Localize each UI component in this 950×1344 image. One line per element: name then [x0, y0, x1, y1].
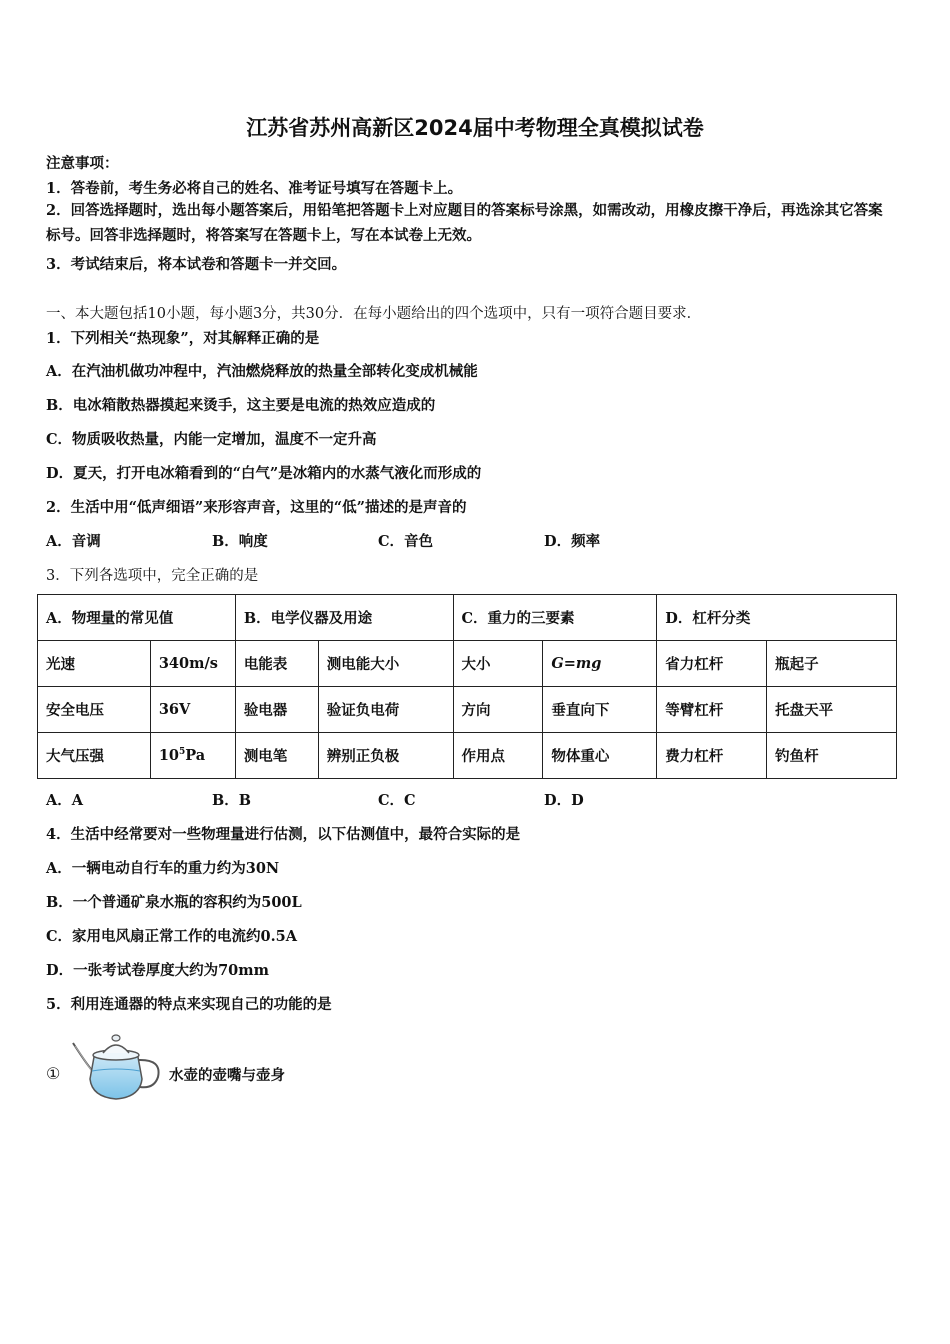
q1-option-b: B．电冰箱散热器摸起来烫手，这主要是电流的热效应造成的 — [46, 397, 436, 414]
table-cell: 物体重心 — [543, 733, 657, 779]
q3-options — [46, 789, 710, 810]
q5-item1-text: 水壶的壶嘴与壶身 — [169, 1067, 285, 1084]
q2-option-a: A．音调 — [46, 533, 101, 550]
q3-option-d: D．D — [544, 792, 584, 809]
q5-item1-marker: ① — [46, 1064, 61, 1083]
q5-stem: 5．利用连通器的特点来实现自己的功能的是 — [46, 996, 332, 1013]
notice-item-2: 2．回答选择题时，选出每小题答案后，用铅笔把答题卡上对应题目的答案标号涂黑，如需改动，用橡皮擦干净后，再选涂其它答案标号。回答非选择题时，将答案写在答题卡上，写在本试卷上无效。 — [46, 202, 883, 244]
table-header-d: D．杠杆分类 — [657, 595, 897, 641]
table-cell: 省力杠杆 — [657, 641, 767, 687]
table-cell: 验电器 — [235, 687, 318, 733]
table-cell: 340m/s — [150, 641, 235, 687]
q4-option-d: D．一张考试卷厚度大约为70mm — [46, 962, 269, 979]
table-cell: 测电笔 — [235, 733, 318, 779]
notice-item-1: 1．答卷前，考生务必将自己的姓名、准考证号填写在答题卡上。 — [46, 180, 463, 197]
q1-stem: 1．下列相关“热现象”，对其解释正确的是 — [46, 330, 320, 347]
table-cell: 钓鱼杆 — [767, 733, 897, 779]
table-row — [38, 641, 897, 687]
notice-item-3: 3．考试结束后，将本试卷和答题卡一并交回。 — [46, 256, 347, 273]
teapot-icon — [70, 1027, 162, 1102]
table-cell: 作用点 — [453, 733, 543, 779]
q1-option-c: C．物质吸收热量，内能一定增加，温度不一定升高 — [46, 431, 377, 448]
q3-stem: 3．下列各选项中，完全正确的是 — [46, 568, 259, 584]
pressure-exponent: 5 — [179, 747, 186, 758]
q1-option-a: A．在汽油机做功冲程中，汽油燃烧释放的热量全部转化变成机械能 — [46, 363, 478, 380]
table-cell: 垂直向下 — [543, 687, 657, 733]
table-cell-pressure — [150, 733, 235, 779]
q4-stem: 4．生活中经常要对一些物理量进行估测，以下估测值中，最符合实际的是 — [46, 826, 521, 843]
section-heading: 一、本大题包括10小题，每小题3分，共30分．在每小题给出的四个选项中，只有一项符合题目要求． — [46, 306, 702, 322]
notice-heading: 注意事项： — [46, 155, 119, 172]
q2-option-d: D．频率 — [544, 533, 601, 550]
q4-option-c: C．家用电风扇正常工作的电流约0.5A — [46, 928, 298, 945]
table-header-b: B．电学仪器及用途 — [235, 595, 453, 641]
table-header-row — [38, 595, 897, 641]
q2-options — [46, 530, 710, 551]
q4-option-a: A．一辆电动自行车的重力约为30N — [46, 860, 280, 877]
table-cell: 瓶起子 — [767, 641, 897, 687]
table-cell: 光速 — [38, 641, 151, 687]
table-row — [38, 733, 897, 779]
page-title: 江苏省苏州高新区2024届中考物理全真模拟试卷 — [246, 116, 704, 140]
table-cell: 费力杠杆 — [657, 733, 767, 779]
table-cell: 安全电压 — [38, 687, 151, 733]
table-header-a: A．物理量的常见值 — [38, 595, 236, 641]
q4-option-b: B．一个普通矿泉水瓶的容积约为500L — [46, 894, 302, 911]
table-cell: 验证负电荷 — [318, 687, 453, 733]
table-cell: 辨别正负极 — [318, 733, 453, 779]
pressure-base: 10 — [158, 747, 180, 764]
pressure-unit: Pa — [185, 747, 206, 764]
table-cell: 等臂杠杆 — [657, 687, 767, 733]
table-cell: 方向 — [453, 687, 543, 733]
table-cell: 大气压强 — [38, 733, 151, 779]
table-cell: G=mg — [543, 641, 657, 687]
q3-option-c: C．C — [378, 792, 416, 809]
q3-table — [37, 594, 897, 779]
q3-option-b: B．B — [212, 792, 252, 809]
q1-option-d: D．夏天，打开电冰箱看到的“白气”是冰箱内的水蒸气液化而形成的 — [46, 465, 482, 482]
q2-stem: 2．生活中用“低声细语”来形容声音，这里的“低”描述的是声音的 — [46, 499, 467, 516]
q3-option-a: A．A — [46, 792, 84, 809]
table-cell: 托盘天平 — [767, 687, 897, 733]
table-header-c: C．重力的三要素 — [453, 595, 657, 641]
table-cell: 大小 — [453, 641, 543, 687]
table-cell: 电能表 — [235, 641, 318, 687]
table-cell: 测电能大小 — [318, 641, 453, 687]
table-row — [38, 687, 897, 733]
q2-option-b: B．响度 — [212, 533, 268, 550]
table-cell: 36V — [150, 687, 235, 733]
q2-option-c: C．音色 — [378, 533, 434, 550]
